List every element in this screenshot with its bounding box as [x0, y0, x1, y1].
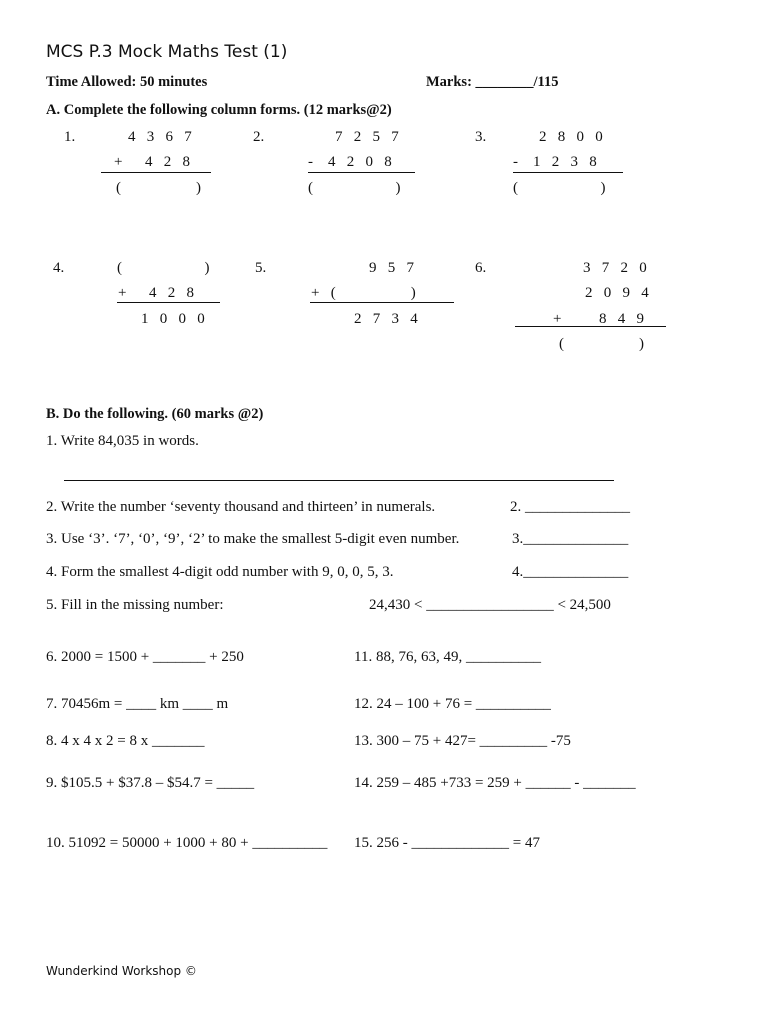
- b-q14[interactable]: 14. 259 – 485 +733 = 259 + ______ - _______: [354, 775, 636, 791]
- page-title: MCS P.3 Mock Maths Test (1): [46, 42, 288, 62]
- a-q4-rule: [117, 302, 220, 303]
- b-q7[interactable]: 7. 70456m = ____ km ____ m: [46, 696, 229, 712]
- b-q15[interactable]: 15. 256 - _____________ = 47: [354, 835, 540, 851]
- a-q6-top: 3 7 2 0: [583, 260, 647, 276]
- a-q1-top: 4 3 6 7: [128, 129, 192, 145]
- b-q10[interactable]: 10. 51092 = 50000 + 1000 + 80 + __________: [46, 835, 328, 851]
- a-q4-second: + 4 2 8: [118, 285, 194, 301]
- a-q1-rule: [101, 172, 211, 173]
- a-q5-second[interactable]: + ( ): [311, 285, 416, 301]
- section-b-heading: B. Do the following. (60 marks @2): [46, 406, 264, 422]
- a-q6-answer[interactable]: ( ): [559, 336, 644, 352]
- b-q4-answer[interactable]: 4.______________: [512, 564, 629, 580]
- b-q3: 3. Use ‘3’. ‘7’, ‘0’, ‘9’, ‘2’ to make the smallest 5-digit even number.: [46, 531, 460, 547]
- a-q6-label: 6.: [475, 260, 487, 276]
- a-q6-rule: [515, 326, 666, 327]
- a-q2-second: - 4 2 0 8: [308, 154, 392, 170]
- section-a-heading: A. Complete the following column forms. (12 marks@2): [46, 102, 392, 118]
- a-q2-label: 2.: [253, 129, 265, 145]
- b-q4: 4. Form the smallest 4-digit odd number with 9, 0, 0, 5, 3.: [46, 564, 394, 580]
- a-q3-top: 2 8 0 0: [539, 129, 603, 145]
- b-q11[interactable]: 11. 88, 76, 63, 49, __________: [354, 649, 541, 665]
- b-q8[interactable]: 8. 4 x 4 x 2 = 8 x _______: [46, 733, 205, 749]
- a-q5-result: 2 7 3 4: [354, 311, 418, 327]
- a-q4-result: 1 0 0 0: [141, 311, 205, 327]
- a-q3-second: - 1 2 3 8: [513, 154, 597, 170]
- b-q5: 5. Fill in the missing number:: [46, 597, 224, 613]
- a-q6-middle: 2 0 9 4: [585, 285, 649, 301]
- a-q6-second: + 8 4 9: [553, 311, 644, 327]
- a-q5-rule: [310, 302, 454, 303]
- b-q1: 1. Write 84,035 in words.: [46, 433, 199, 449]
- b-q13[interactable]: 13. 300 – 75 + 427= _________ -75: [354, 733, 571, 749]
- b-q1-answer-line[interactable]: [64, 480, 614, 481]
- b-q9[interactable]: 9. $105.5 + $37.8 – $54.7 = _____: [46, 775, 255, 791]
- b-q5-expression[interactable]: 24,430 < _________________ < 24,500: [369, 597, 611, 613]
- a-q2-answer[interactable]: ( ): [308, 180, 401, 196]
- marks-total: Marks: ________/115: [426, 74, 559, 90]
- b-q6[interactable]: 6. 2000 = 1500 + _______ + 250: [46, 649, 244, 665]
- a-q4-label: 4.: [53, 260, 65, 276]
- a-q2-top: 7 2 5 7: [335, 129, 399, 145]
- a-q5-label: 5.: [255, 260, 267, 276]
- b-q12[interactable]: 12. 24 – 100 + 76 = __________: [354, 696, 551, 712]
- b-q2-answer[interactable]: 2. ______________: [510, 499, 630, 515]
- a-q5-top: 9 5 7: [369, 260, 414, 276]
- a-q3-rule: [513, 172, 623, 173]
- footer-credit: Wunderkind Workshop ©: [46, 964, 197, 978]
- a-q1-answer[interactable]: ( ): [116, 180, 201, 196]
- a-q1-second: + 4 2 8: [114, 154, 190, 170]
- a-q3-label: 3.: [475, 129, 487, 145]
- time-allowed: Time Allowed: 50 minutes: [46, 74, 208, 90]
- a-q2-rule: [308, 172, 415, 173]
- b-q2: 2. Write the number ‘seventy thousand and thirteen’ in numerals.: [46, 499, 436, 515]
- b-q3-answer[interactable]: 3.______________: [512, 531, 629, 547]
- a-q4-top[interactable]: ( ): [117, 260, 210, 276]
- a-q3-answer[interactable]: ( ): [513, 180, 606, 196]
- a-q1-label: 1.: [64, 129, 76, 145]
